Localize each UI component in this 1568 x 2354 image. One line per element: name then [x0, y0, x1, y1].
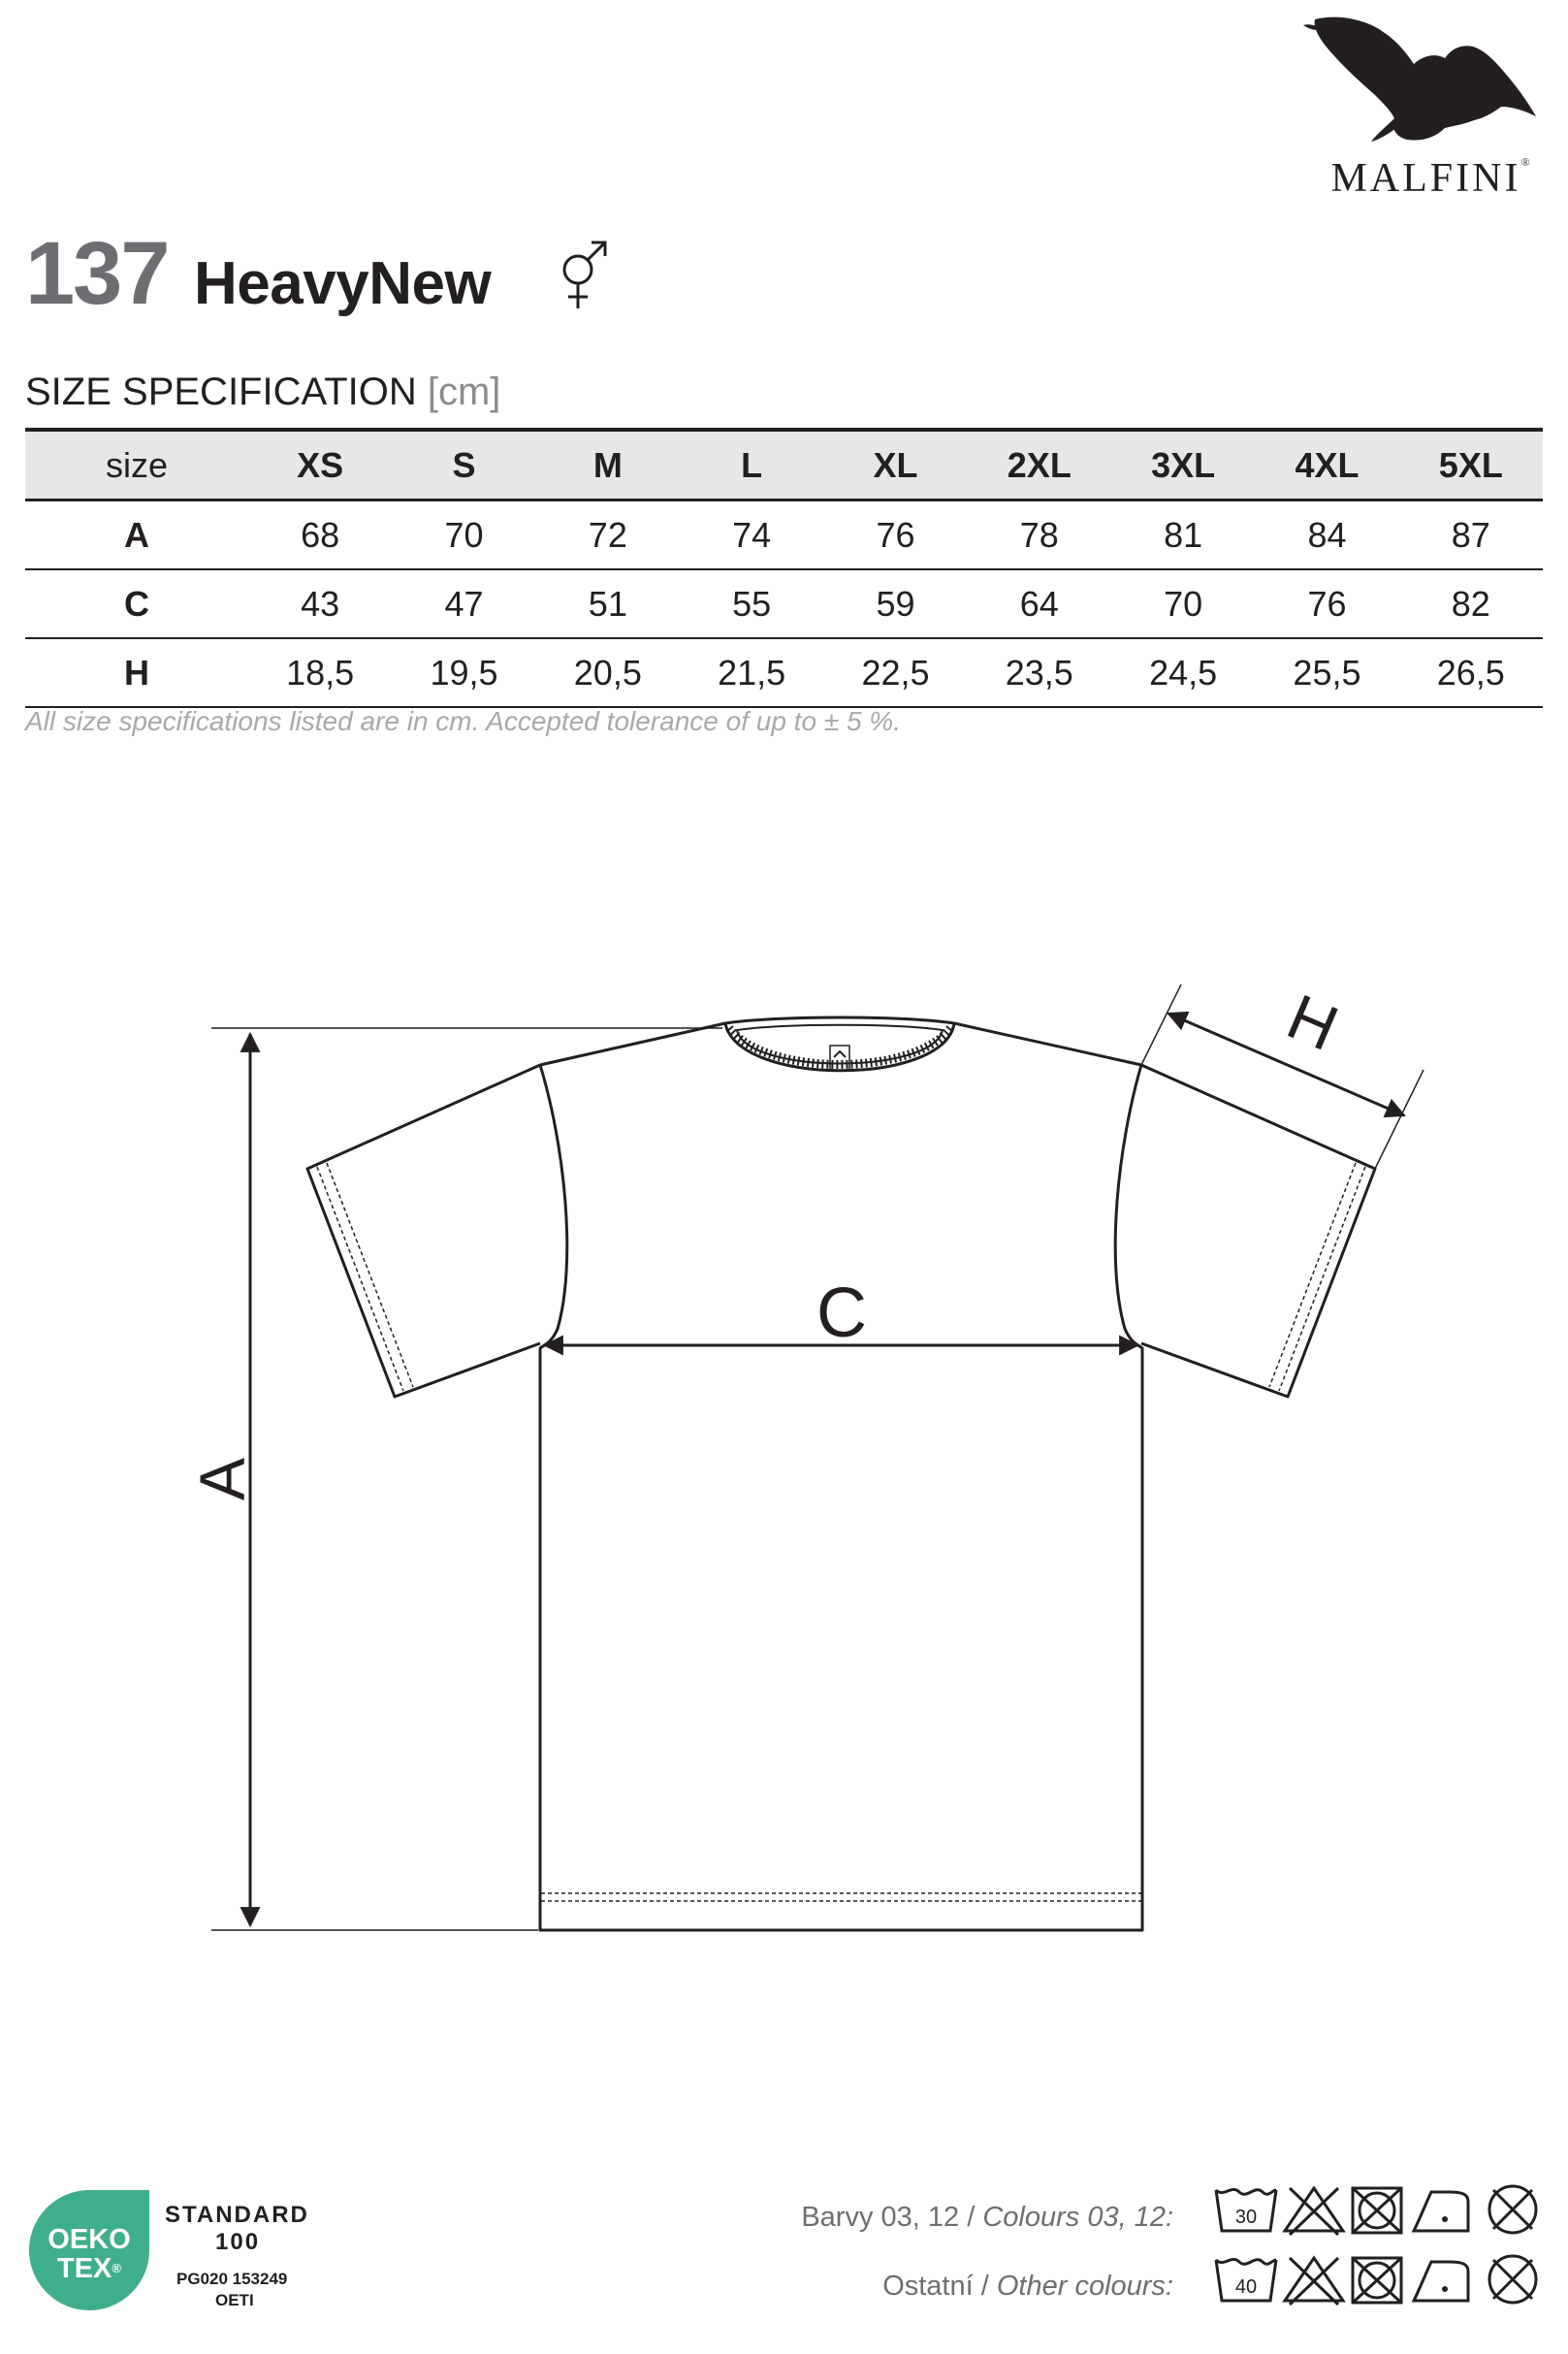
- table-cell: 19,5: [392, 638, 535, 707]
- product-number: 137: [25, 224, 169, 323]
- tshirt-outline: [307, 1017, 1375, 1930]
- oeko-line-1: OEKO: [48, 2224, 131, 2255]
- table-cell: 68: [248, 500, 392, 570]
- row-label: H: [25, 638, 248, 707]
- table-cell: 70: [392, 500, 535, 570]
- table-cell: 78: [968, 500, 1111, 570]
- no-bleach-icon: [1285, 2258, 1343, 2305]
- no-tumble-dry-icon: [1353, 2188, 1401, 2233]
- table-cell: 20,5: [536, 638, 680, 707]
- table-cell: 22,5: [823, 638, 967, 707]
- dimension-c-label: C: [816, 1274, 867, 1352]
- dimension-h-label: H: [1277, 980, 1349, 1065]
- standard-number: 100: [215, 2229, 261, 2255]
- table-cell: 76: [823, 500, 967, 570]
- table-cell: 51: [536, 569, 680, 638]
- table-cell: 70: [1111, 569, 1255, 638]
- table-cell: 47: [392, 569, 535, 638]
- tolerance-note: All size specifications listed are in cm. Accepted tolerance of up to ± 5 %.: [25, 706, 901, 736]
- table-cell: 76: [1255, 569, 1398, 638]
- care-symbols-row-1: [1212, 2180, 1547, 2239]
- spec-title-text: SIZE SPECIFICATION: [25, 371, 417, 413]
- header-cell: 3XL: [1111, 430, 1255, 500]
- header-cell: size: [25, 430, 248, 500]
- dimension-h-guides: [1141, 984, 1424, 1169]
- header-cell: M: [536, 430, 680, 500]
- table-cell: 23,5: [968, 638, 1111, 707]
- colours-line-1: [756, 2202, 1173, 2234]
- row-label: C: [25, 569, 248, 638]
- no-dry-clean-icon: [1489, 2256, 1536, 2303]
- no-tumble-dry-icon: [1353, 2258, 1401, 2303]
- table-cell: 26,5: [1399, 638, 1543, 707]
- table-cell: 74: [680, 500, 823, 570]
- wash-temp-40: 40: [1234, 2276, 1258, 2298]
- table-cell: 25,5: [1255, 638, 1398, 707]
- no-dry-clean-icon: [1489, 2186, 1536, 2233]
- oeko-tex-label: [41, 2225, 138, 2283]
- care-symbols-row-2: [1212, 2250, 1547, 2308]
- certificate-number: PG020 153249: [176, 2270, 288, 2288]
- oeko-tex-word: TEX: [57, 2253, 112, 2284]
- table-cell: 64: [968, 569, 1111, 638]
- oeko-line-2: [41, 2254, 138, 2283]
- colours-1-cz: Barvy 03, 12 /: [801, 2202, 976, 2233]
- header-cell: XL: [823, 430, 967, 500]
- wash-temp-30: 30: [1234, 2207, 1258, 2228]
- table-cell: 72: [536, 500, 680, 570]
- table-cell: 84: [1255, 500, 1398, 570]
- table-cell: 59: [823, 569, 967, 638]
- row-label: A: [25, 500, 248, 570]
- colours-1-en: Colours 03, 12:: [982, 2202, 1173, 2233]
- oeko-registered-mark: ®: [112, 2261, 121, 2275]
- header-cell: S: [392, 430, 535, 500]
- certificate-institute: OETI: [215, 2291, 254, 2309]
- header-cell: L: [680, 430, 823, 500]
- dimension-a-label: A: [186, 1457, 258, 1501]
- no-bleach-icon: [1285, 2188, 1343, 2235]
- table-cell: 81: [1111, 500, 1255, 570]
- spec-unit: [cm]: [427, 371, 501, 413]
- header-cell: 4XL: [1255, 430, 1398, 500]
- table-cell: 24,5: [1111, 638, 1255, 707]
- header-cell: XS: [248, 430, 392, 500]
- iron-icon: [1414, 2192, 1468, 2231]
- table-cell: 18,5: [248, 638, 392, 707]
- brand-registered-mark: ®: [1520, 155, 1530, 169]
- header-cell: 2XL: [968, 430, 1111, 500]
- brand-name: MALFINI: [1330, 156, 1521, 201]
- table-cell: 87: [1399, 500, 1543, 570]
- header-cell: 5XL: [1399, 430, 1543, 500]
- table-cell: 43: [248, 569, 392, 638]
- table-cell: 21,5: [680, 638, 823, 707]
- iron-icon: [1414, 2262, 1468, 2301]
- colours-2-cz: Ostatní /: [882, 2271, 989, 2302]
- colours-2-en: Other colours:: [996, 2271, 1173, 2302]
- table-cell: 82: [1399, 569, 1543, 638]
- product-name: HeavyNew: [194, 250, 492, 317]
- standard-label: STANDARD: [165, 2202, 309, 2228]
- colours-line-2: [756, 2271, 1173, 2303]
- table-cell: 55: [680, 569, 823, 638]
- dimension-a-guides: [211, 1028, 722, 1930]
